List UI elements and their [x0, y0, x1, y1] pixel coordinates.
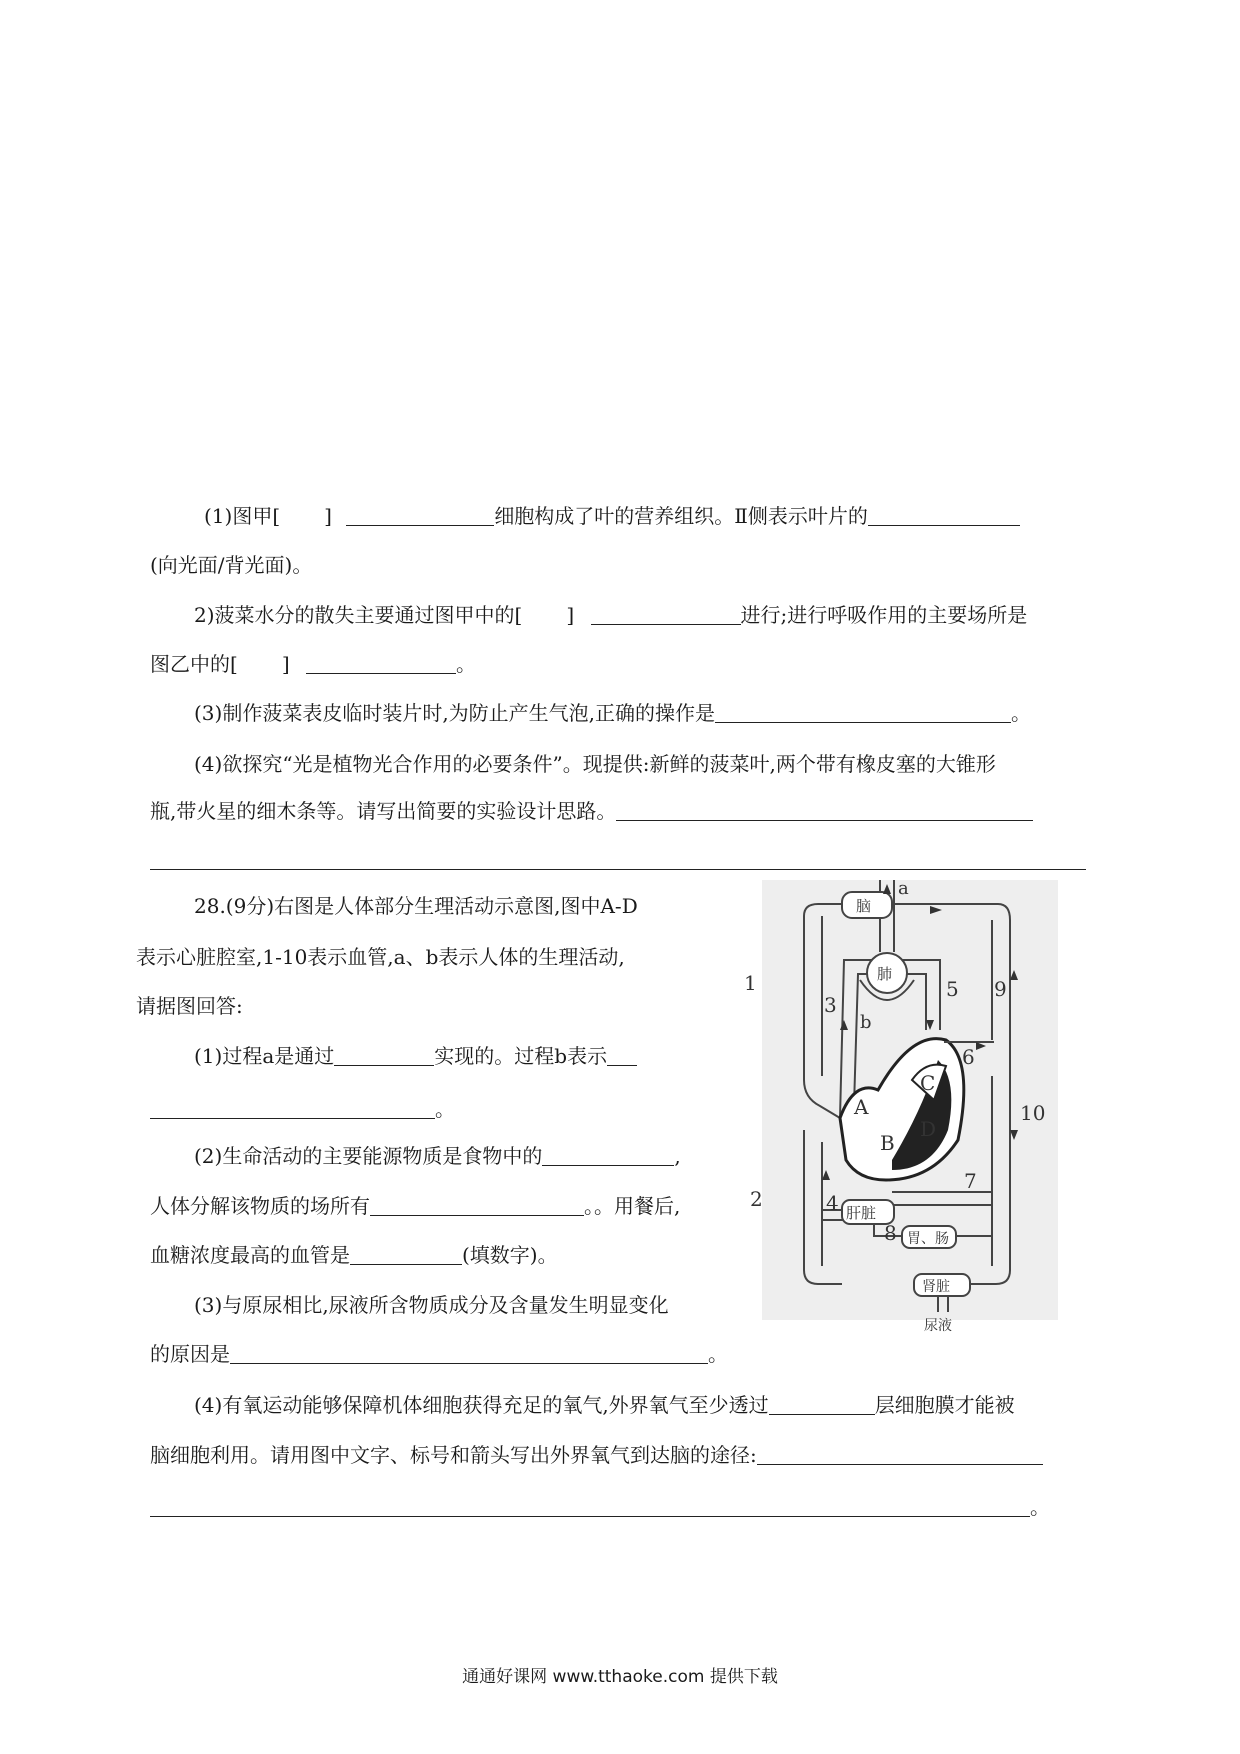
- q28-sub2-line1: [194, 1142, 681, 1170]
- label-chamber-d: D: [920, 1117, 937, 1141]
- q27-part1-line1: [204, 502, 1020, 530]
- q28-sub4-line2: [150, 1441, 1043, 1469]
- q27-p2-blank-organelle[interactable]: [306, 653, 456, 674]
- label-chamber-a: A: [854, 1095, 869, 1119]
- label-chamber-b: B: [880, 1131, 895, 1155]
- label-vessel-2: 2: [750, 1187, 763, 1211]
- label-vessel-7: 7: [964, 1169, 977, 1193]
- q28-s2-text-3: 。。用餐后,: [584, 1194, 681, 1218]
- circulation-diagram: [744, 878, 1058, 1380]
- q28-intro-text-2: 表示心脏腔室,1-10表示血管,a、b表示人体的生理活动,: [136, 945, 625, 969]
- q27-part1-line2: [150, 551, 312, 579]
- q28-intro-2: [136, 943, 625, 971]
- q27-part2-line2: [150, 650, 476, 678]
- q28-s3-text: (3)与原尿相比,尿液所含物质成分及含量发生明显变化: [194, 1293, 669, 1317]
- q28-s2-text: (2)生命活动的主要能源物质是食物中的: [194, 1144, 543, 1168]
- q28-s2-text-2: 人体分解该物质的场所有: [150, 1194, 370, 1218]
- q28-s1-blank-b[interactable]: [150, 1098, 435, 1119]
- q27-p2-bracket-close: ]: [566, 603, 575, 627]
- q28-s3-blank[interactable]: [230, 1343, 708, 1364]
- page-footer: 通通好课网 www.tthaoke.com 提供下载: [462, 1667, 778, 1687]
- q28-s2-comma: ,: [674, 1144, 681, 1168]
- q28-s1-end: 。: [435, 1097, 455, 1121]
- q28-s2-text-5: (填数字)。: [462, 1243, 558, 1267]
- label-lung: 肺: [877, 965, 893, 983]
- q28-intro-3: [136, 992, 243, 1020]
- q27-part4-line2: [150, 797, 1033, 825]
- q27-p2-prefix: 2)菠菜水分的散失主要通过图甲中的[: [194, 603, 523, 627]
- label-vessel-5: 5: [946, 977, 959, 1001]
- q28-sub3-line1: [194, 1291, 669, 1319]
- q28-s2-blank-site[interactable]: [370, 1195, 584, 1216]
- q28-intro-text-1: 28.(9分)右图是人体部分生理活动示意图,图中A-D: [194, 894, 638, 918]
- q28-s4-text-2: 层细胞膜才能被: [874, 1393, 1015, 1417]
- label-brain: 脑: [856, 897, 872, 915]
- q28-s2-blank-vessel[interactable]: [350, 1244, 462, 1265]
- q28-s1-blank-b-start[interactable]: [607, 1045, 637, 1066]
- q28-s4-blank-path-1[interactable]: [757, 1444, 1043, 1465]
- q27-part4-line1: [194, 750, 996, 778]
- q28-s1-blank-a[interactable]: [334, 1045, 434, 1066]
- q28-sub4-line3: [150, 1493, 1050, 1521]
- q28-sub2-line2: [150, 1192, 680, 1220]
- q28-s1-text-2: 实现的。过程b表示: [434, 1044, 608, 1068]
- q27-p1-blank-cell[interactable]: [346, 505, 494, 526]
- q28-s4-blank-path-2[interactable]: [150, 1496, 1030, 1517]
- q27-part3: [194, 699, 1031, 727]
- q28-intro-1: [194, 892, 638, 920]
- q27-part2-line1: [194, 601, 1027, 629]
- q27-p2-text: 进行;进行呼吸作用的主要场所是: [740, 603, 1028, 627]
- label-process-a: a: [898, 878, 909, 899]
- q27-p2-end: 。: [455, 652, 476, 676]
- label-liver: 肝脏: [846, 1204, 877, 1222]
- label-vessel-6: 6: [962, 1045, 975, 1069]
- q27-p2-blank-structure[interactable]: [591, 604, 741, 625]
- label-kidney: 肾脏: [922, 1279, 950, 1295]
- q27-p3-end: 。: [1011, 701, 1032, 725]
- q27-p4-blank-1[interactable]: [616, 800, 1033, 821]
- label-vessel-8: 8: [884, 1221, 897, 1245]
- label-urine: 尿液: [924, 1318, 952, 1334]
- label-process-b: b: [860, 1012, 872, 1033]
- q28-sub3-line2: [150, 1340, 728, 1368]
- label-vessel-4: 4: [826, 1191, 839, 1215]
- q27-p3-blank[interactable]: [715, 702, 1011, 723]
- q27-p2-figure-b: 图乙中的[: [150, 652, 238, 676]
- q27-p4-text: (4)欲探究“光是植物光合作用的必要条件”。现提供:新鲜的菠菜叶,两个带有橡皮塞的大锥形: [194, 752, 996, 776]
- q28-s1-text: (1)过程a是通过: [194, 1044, 335, 1068]
- q28-intro-text-3: 请据图回答:: [136, 994, 243, 1018]
- q28-s4-text-3: 脑细胞利用。请用图中文字、标号和箭头写出外界氧气到达脑的途径:: [150, 1443, 757, 1467]
- q28-s4-text: (4)有氧运动能够保障机体细胞获得充足的氧气,外界氧气至少透过: [194, 1393, 769, 1417]
- q27-p4-blank-2[interactable]: [150, 869, 1086, 870]
- q28-s4-blank-layers[interactable]: [769, 1394, 875, 1415]
- q28-sub4-line1: [194, 1391, 1015, 1419]
- q28-sub1-line1: [194, 1042, 637, 1070]
- q27-p1-options: (向光面/背光面)。: [150, 553, 313, 577]
- label-vessel-1: 1: [744, 971, 757, 995]
- q28-s2-text-4: 血糖浓度最高的血管是: [150, 1243, 350, 1267]
- q27-p2-bracket-close-2: ]: [281, 652, 290, 676]
- q28-s3-end: 。: [708, 1342, 728, 1366]
- q28-s4-end: 。: [1030, 1495, 1050, 1519]
- label-vessel-9: 9: [994, 977, 1007, 1001]
- q27-p1-text: 细胞构成了叶的营养组织。Ⅱ侧表示叶片的: [494, 504, 868, 528]
- q27-p1-blank-side[interactable]: [868, 505, 1020, 526]
- q27-p4-text-2: 瓶,带火星的细木条等。请写出简要的实验设计思路。: [150, 799, 617, 823]
- q28-sub2-line3: [150, 1241, 558, 1269]
- label-vessel-10: 10: [1020, 1101, 1046, 1125]
- q27-p1-prefix: (1)图甲[: [204, 504, 281, 528]
- q27-p1-bracket-close: ]: [324, 504, 332, 528]
- q28-sub1-line2: [150, 1095, 455, 1123]
- q28-s3-text-2: 的原因是: [150, 1342, 230, 1366]
- label-vessel-3: 3: [824, 993, 837, 1017]
- label-chamber-c: C: [920, 1071, 936, 1095]
- q28-s2-blank-nutrient[interactable]: [542, 1145, 674, 1166]
- label-gut: 胃、肠: [907, 1231, 949, 1247]
- q27-p3-text: (3)制作菠菜表皮临时装片时,为防止产生气泡,正确的操作是: [194, 701, 716, 725]
